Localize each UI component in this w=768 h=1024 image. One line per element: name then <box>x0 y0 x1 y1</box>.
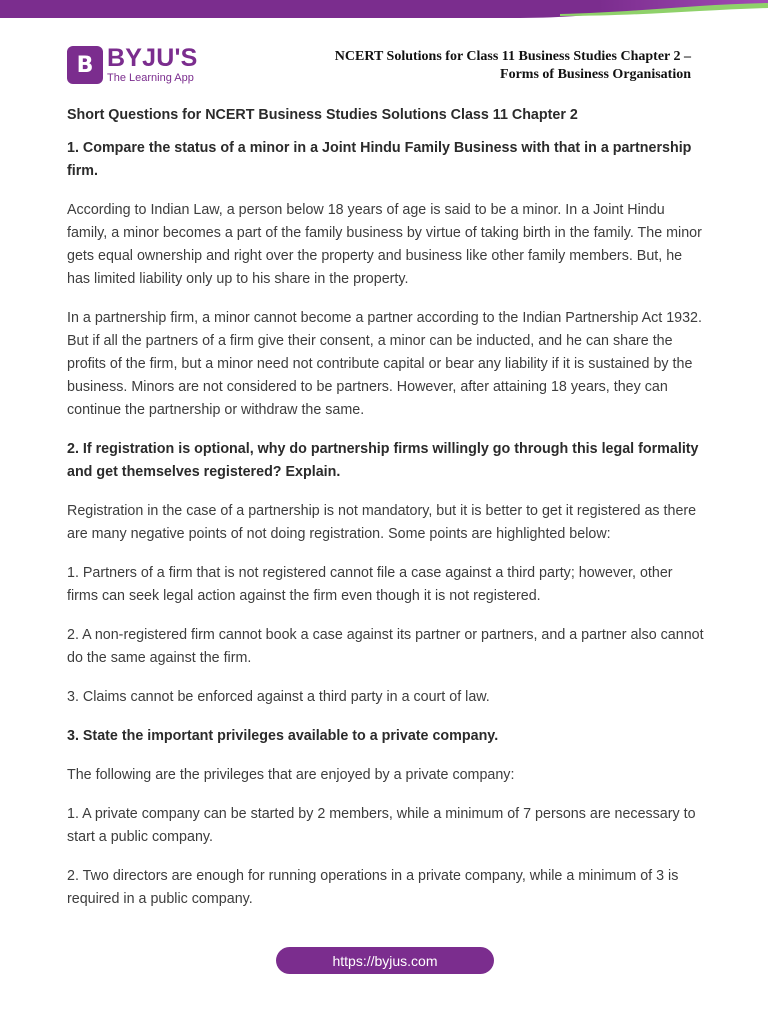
top-decorative-band <box>0 0 768 20</box>
question-2: 2. If registration is optional, why do partnership firms willingly go through this legal formality and get themselves registered? Explain. <box>67 441 699 480</box>
byjus-logo-icon <box>67 46 103 84</box>
byjus-logo <box>67 45 198 85</box>
document-body <box>67 104 707 911</box>
brand-tagline: The Learning App <box>107 72 194 84</box>
answer-1-paragraph-1: According to Indian Law, a person below 18 years of age is said to be a minor. In a Joint Hindu family, a minor becomes a part of the family business by virtue of taking birth in the family. The minor gets equal ownership and right over the property and business like other family members. But, he has limited liability only up to his share in the property. <box>67 202 702 287</box>
answer-2-point-2: 2. A non-registered firm cannot book a case against its partner or partners, and a partner also cannot do the same against the firm. <box>67 627 704 666</box>
section-title: Short Questions for NCERT Business Studies Solutions Class 11 Chapter 2 <box>67 107 578 123</box>
answer-3-point-2: 2. Two directors are enough for running operations in a private company, while a minimum of 3 is required in a public company. <box>67 868 679 907</box>
logo-letter: B <box>76 52 94 78</box>
footer-url-link[interactable]: https://byjus.com <box>276 947 494 974</box>
answer-2-point-3: 3. Claims cannot be enforced against a third party in a court of law. <box>67 689 490 705</box>
question-1: 1. Compare the status of a minor in a Joint Hindu Family Business with that in a partnership firm. <box>67 140 692 179</box>
header-title-line1: NCERT Solutions for Class 11 Business Studies Chapter 2 – <box>334 49 691 64</box>
answer-3-point-1: 1. A private company can be started by 2 members, while a minimum of 7 persons are necessary to start a public company. <box>67 806 696 845</box>
logo-text <box>107 46 198 84</box>
answer-2-point-1: 1. Partners of a firm that is not registered cannot file a case against a third party; however, other firms can seek legal action against the firm even though it is not registered. <box>67 565 673 604</box>
header-title-line2: Forms of Business Organisation <box>500 67 691 82</box>
answer-1-paragraph-2: In a partnership firm, a minor cannot become a partner according to the Indian Partnership Act 1932. But if all the partners of a firm give their consent, a minor can be inducted, and he can share the profits of the firm, but a minor need not contribute capital or bear any liability if it is sustained by the business. Minors are not considered to be partners. However, after attaining 18 years, they can continue the partnership or withdraw the same. <box>67 310 702 418</box>
answer-3-intro: The following are the privileges that are enjoyed by a private company: <box>67 767 515 783</box>
question-3: 3. State the important privileges available to a private company. <box>67 728 499 744</box>
answer-2-intro: Registration in the case of a partnership is not mandatory, but it is better to get it registered as there are many negative points of not doing registration. Some points are highlighted below: <box>67 503 697 542</box>
brand-name: BYJU'S <box>107 44 198 72</box>
page-header-title <box>271 48 691 84</box>
